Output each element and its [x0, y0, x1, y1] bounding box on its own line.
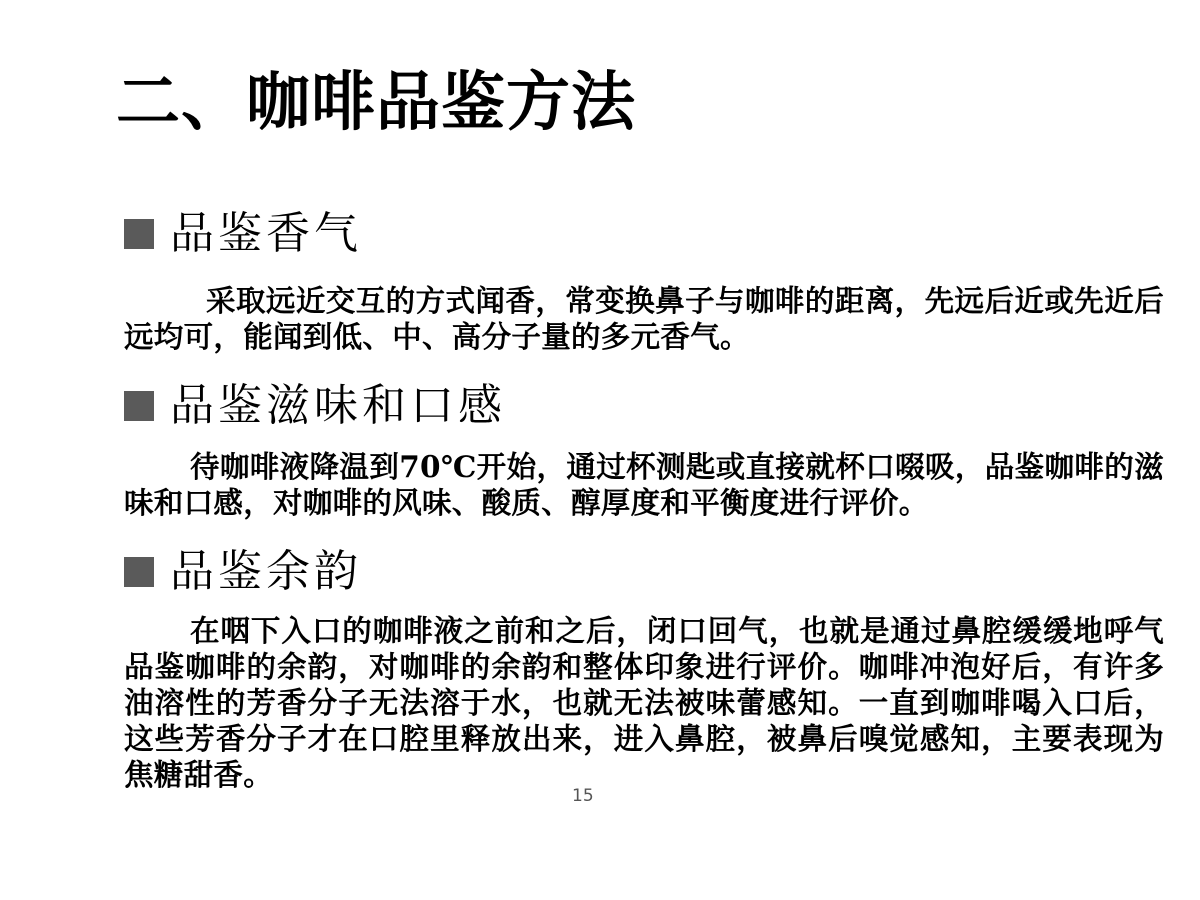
square-bullet-icon — [124, 219, 154, 249]
section-heading-text: 品鉴香气 — [170, 208, 362, 259]
section-body-taste-mouthfeel: 待咖啡液降温到70℃开始，通过杯测匙或直接就杯口啜吸，品鉴咖啡的滋味和口感，对咖啡的风味、酸质、醇厚度和平衡度进行评价。 — [124, 449, 1164, 520]
section-heading-text: 品鉴余韵 — [170, 546, 362, 597]
square-bullet-icon — [124, 557, 154, 587]
section-body-aroma: 采取远近交互的方式闻香，常变换鼻子与咖啡的距离，先远后近或先近后远均可，能闻到低、中、高分子量的多元香气。 — [124, 283, 1164, 354]
page-number: 15 — [572, 786, 594, 806]
section-body-aftertaste: 在咽下入口的咖啡液之前和之后，闭口回气，也就是通过鼻腔缓缓地呼气品鉴咖啡的余韵，对咖啡的余韵和整体印象进行评价。咖啡冲泡好后，有许多油溶性的芳香分子无法溶于水，也就无法被味蕾感知。一直到咖啡喝入口后，这些芳香分子才在口腔里释放出来，进入鼻腔，被鼻后嗅觉感知，主要表现为焦糖甜香。 — [124, 613, 1164, 792]
section-heading-aroma — [124, 206, 362, 262]
square-bullet-icon — [124, 391, 154, 421]
section-heading-taste-mouthfeel — [124, 378, 506, 434]
section-heading-text: 品鉴滋味和口感 — [170, 380, 506, 431]
section-heading-aftertaste — [124, 544, 362, 600]
slide-title: 二、咖啡品鉴方法 — [116, 66, 636, 140]
